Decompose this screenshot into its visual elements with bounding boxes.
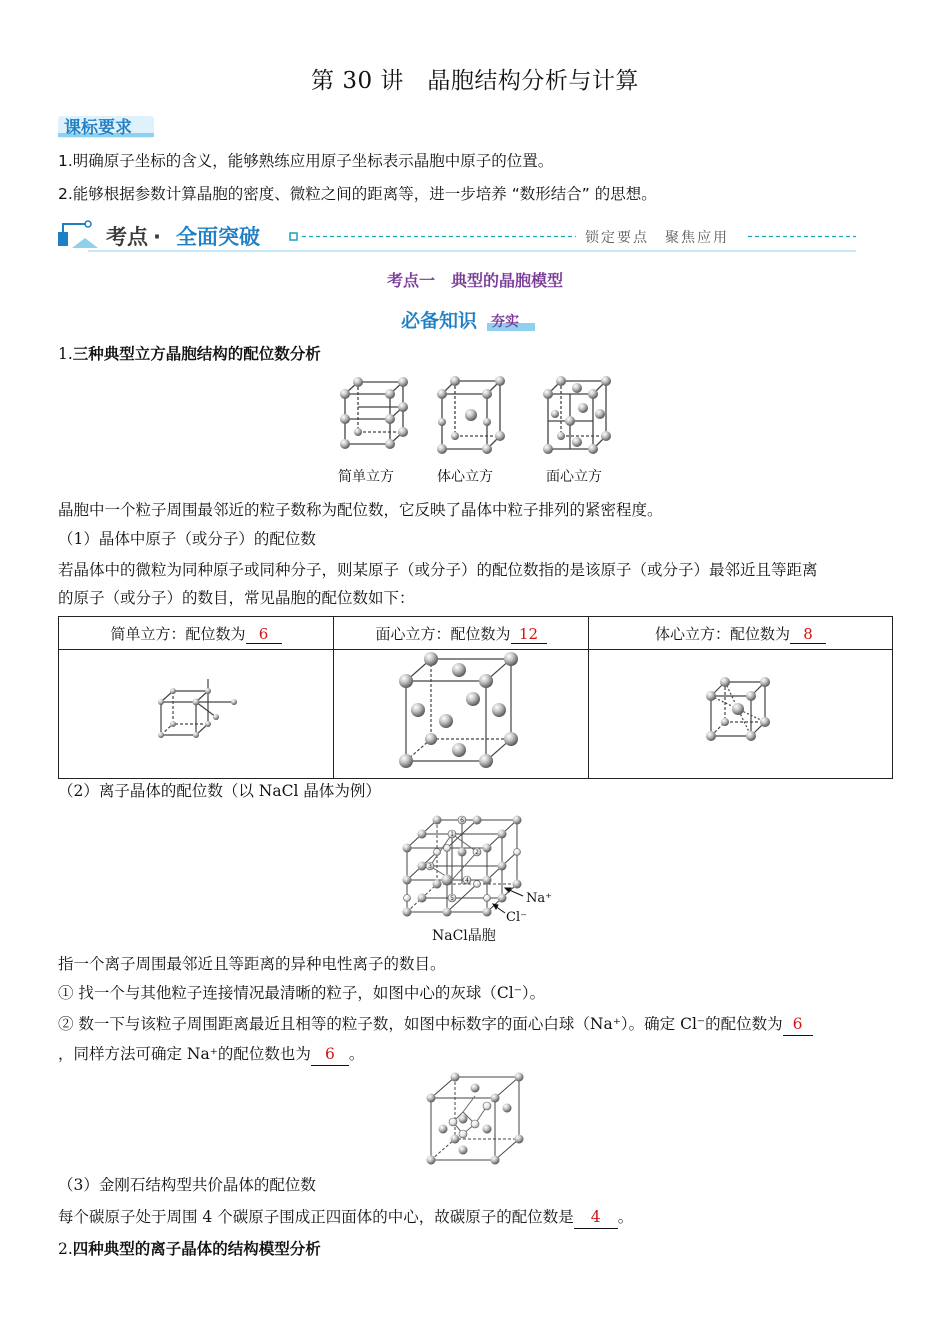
simple-cubic-icon [340, 377, 408, 449]
requirement-1: 1.明确原子坐标的含义，能够熟练应用原子坐标表示晶胞中原子的位置。 [58, 152, 554, 170]
section2-heading [58, 1238, 321, 1260]
section1-heading [58, 343, 321, 365]
section1-num: 1. [58, 345, 73, 363]
table-cell-fcc-figure [334, 650, 589, 779]
kaodian-slogan: 锁定要点 聚焦应用 [585, 230, 729, 246]
table-header-simple: 简单立方：配位数为 6 [59, 617, 334, 650]
kaodian-left: 考点 [106, 225, 148, 249]
nacl-number-1: 1 [450, 831, 454, 838]
nacl-cl-label: Cl⁻ [506, 910, 527, 925]
simple-cubic-coord-icon [146, 677, 246, 747]
subheading-2: （2）离子晶体的配位数（以 NaCl 晶体为例） [58, 782, 381, 800]
nacl-number-4: 4 [465, 877, 469, 884]
requirements-banner [58, 113, 158, 147]
caption-bcc: 体心立方 [437, 469, 493, 485]
step-2-line2: ，同样方法可确定 Na⁺的配位数也为 6 。 [58, 1043, 364, 1066]
bibei-small: 夯实 [491, 314, 519, 330]
answer-diamond-coordination: 4 [574, 1206, 618, 1229]
answer-na-coordination: 6 [311, 1043, 349, 1066]
nacl-caption: NaCl晶胞 [432, 928, 496, 944]
kaodian-banner [58, 218, 858, 258]
answer-bcc: 8 [790, 625, 826, 644]
cubes-figure [330, 374, 630, 468]
caption-simple-cubic: 简单立方 [338, 469, 394, 485]
answer-fcc: 12 [511, 625, 547, 644]
kaodian-right: 全面突破 [176, 225, 260, 249]
subheading-1: （1）晶体中原子（或分子）的配位数 [58, 530, 316, 548]
banner-square-icon [58, 232, 68, 246]
requirement-2: 2.能够根据参数计算晶胞的密度、微粒之间的距离等，进一步培养 “数形结合” 的思想。 [58, 185, 657, 203]
requirements-banner-text: 课标要求 [64, 118, 132, 138]
fcc-coord-icon [391, 651, 531, 773]
nacl-number-3: 3 [428, 863, 432, 870]
table-header-bcc: 体心立方：配位数为 8 [589, 617, 893, 650]
answer-simple: 6 [246, 625, 282, 644]
step-2-line1: ② 数一下与该粒子周围距离最近且相等的粒子数，如图中标数字的面心白球（Na⁺）。确定 Cl⁻的配位数为 6 [58, 1013, 813, 1036]
bibei-banner [0, 305, 950, 339]
diamond-figure [425, 1072, 525, 1171]
answer-cl-coordination: 6 [783, 1013, 813, 1036]
para-ion-definition: 指一个离子周围最邻近且等距离的异种电性离子的数目。 [58, 955, 446, 973]
nacl-number-5: 5 [450, 895, 454, 902]
table-header-fcc: 面心立方：配位数为 12 [334, 617, 589, 650]
section2-title: 四种典型的离子晶体的结构模型分析 [72, 1240, 321, 1258]
coordination-table [58, 616, 893, 779]
table-cell-simple-figure [59, 650, 334, 779]
kaodian-dot: · [153, 225, 161, 249]
kaodian-title: 考点一 典型的晶胞模型 [386, 271, 563, 290]
para-sub1-line1: 若晶体中的微粒为同种原子或同种分子，则某原子（或分子）的配位数指的是该原子（或分子）最邻近且等距离 [58, 561, 818, 579]
bcc-icon [437, 376, 505, 454]
step-1: ① 找一个与其他粒子连接情况最清晰的粒子，如图中心的灰球（Cl⁻）。 [58, 984, 546, 1002]
section1-title: 三种典型立方晶胞结构的配位数分析 [72, 345, 321, 363]
nacl-figure [395, 808, 565, 932]
para-diamond: 每个碳原子处于周围 4 个碳原子围成正四面体的中心，故碳原子的配位数是 4 。 [58, 1206, 633, 1229]
nacl-number-2: 2 [475, 849, 479, 856]
nacl-na-label: Na⁺ [526, 891, 552, 906]
fcc-icon [543, 376, 611, 454]
table-cell-bcc-figure [589, 650, 893, 779]
para-sub1-line2: 的原子（或分子）的数目，常见晶胞的配位数如下： [58, 589, 415, 607]
bcc-coord-icon [701, 672, 781, 752]
nacl-number-6: 6 [460, 817, 464, 824]
page-title: 第 30 讲 晶胞结构分析与计算 [311, 68, 639, 94]
para-definition: 晶胞中一个粒子周围最邻近的粒子数称为配位数，它反映了晶体中粒子排列的紧密程度。 [58, 501, 663, 519]
section2-num: 2. [58, 1240, 73, 1258]
subheading-3: （3）金刚石结构型共价晶体的配位数 [58, 1176, 316, 1194]
bibei-main: 必备知识 [401, 310, 478, 332]
caption-fcc: 面心立方 [546, 469, 602, 485]
